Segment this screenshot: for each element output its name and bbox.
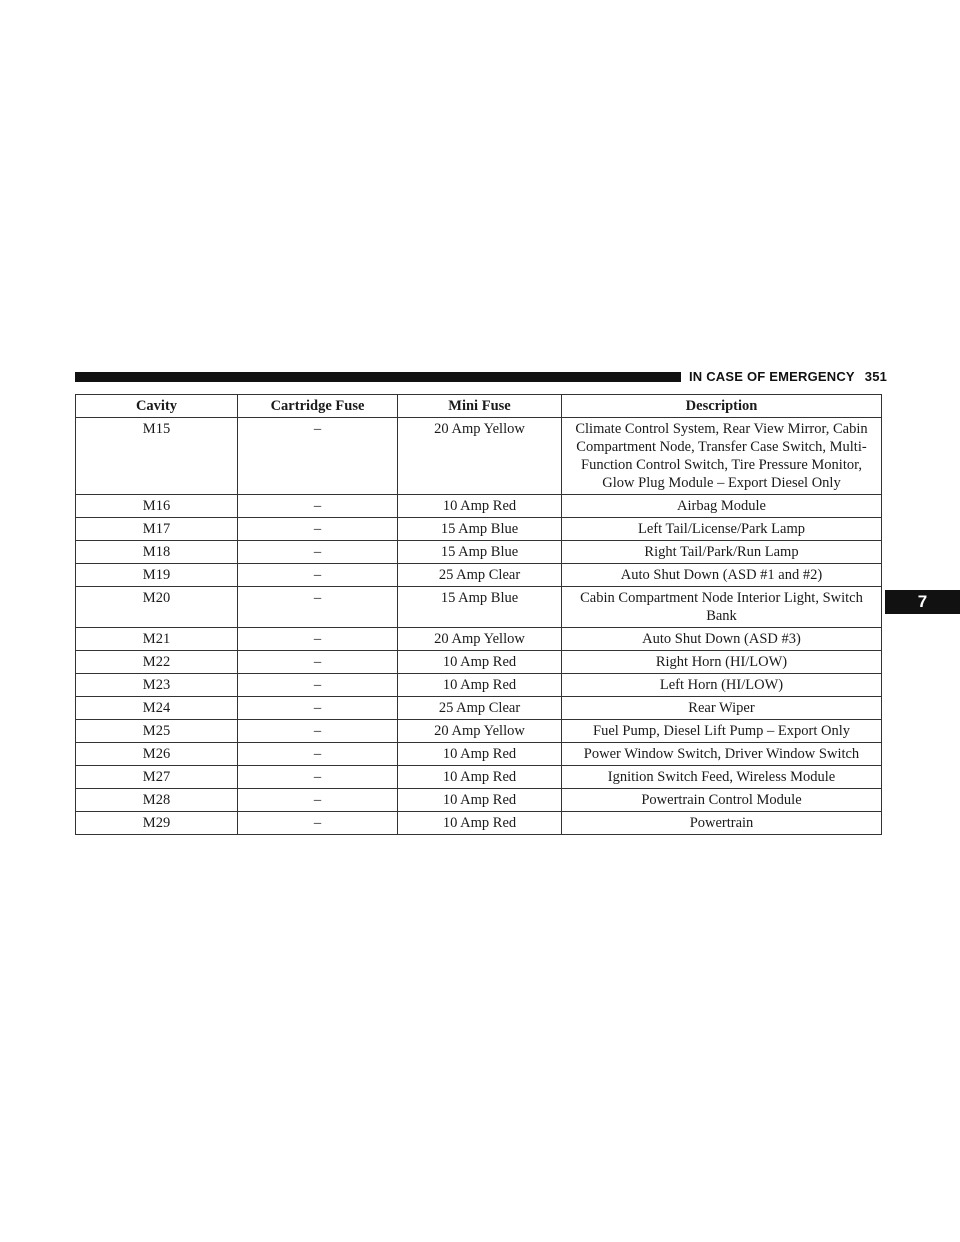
description-cell: Airbag Module [562,495,882,518]
mini-fuse-cell: 10 Amp Red [398,743,562,766]
cartridge-fuse-cell: – [238,628,398,651]
table-row [76,587,882,628]
cavity-cell: M18 [76,541,238,564]
cartridge-fuse-cell: – [238,541,398,564]
column-header-description: Description [562,395,882,418]
cavity-cell: M29 [76,812,238,835]
cartridge-fuse-cell: – [238,720,398,743]
description-cell: Power Window Switch, Driver Window Switch [562,743,882,766]
cartridge-fuse-cell: – [238,766,398,789]
mini-fuse-cell: 10 Amp Red [398,789,562,812]
section-title: IN CASE OF EMERGENCY [689,369,855,384]
description-cell: Climate Control System, Rear View Mirror, Cabin Compartment Node, Transfer Case Switch, Multi-Function Control Switch, Tire Pressure Monitor, Glow Plug Module – Export Diesel Only [562,418,882,495]
cavity-cell: M21 [76,628,238,651]
table-row [76,720,882,743]
cavity-cell: M26 [76,743,238,766]
fuse-table [75,394,882,835]
table-row [76,789,882,812]
running-header [689,367,887,387]
table-row [76,697,882,720]
cavity-cell: M16 [76,495,238,518]
column-header-mini-fuse: Mini Fuse [398,395,562,418]
table-row [76,651,882,674]
cavity-cell: M25 [76,720,238,743]
mini-fuse-cell: 25 Amp Clear [398,697,562,720]
cavity-cell: M15 [76,418,238,495]
mini-fuse-cell: 20 Amp Yellow [398,720,562,743]
table-header-row [76,395,882,418]
description-cell: Auto Shut Down (ASD #3) [562,628,882,651]
table-row [76,564,882,587]
cartridge-fuse-cell: – [238,651,398,674]
cavity-cell: M23 [76,674,238,697]
mini-fuse-cell: 10 Amp Red [398,812,562,835]
cavity-cell: M24 [76,697,238,720]
table-row [76,518,882,541]
table-row [76,418,882,495]
cartridge-fuse-cell: – [238,418,398,495]
description-cell: Cabin Compartment Node Interior Light, Switch Bank [562,587,882,628]
description-cell: Right Horn (HI/LOW) [562,651,882,674]
description-cell: Rear Wiper [562,697,882,720]
mini-fuse-cell: 10 Amp Red [398,766,562,789]
mini-fuse-cell: 15 Amp Blue [398,518,562,541]
table-row [76,743,882,766]
fuse-table-body [76,418,882,835]
cartridge-fuse-cell: – [238,495,398,518]
description-cell: Right Tail/Park/Run Lamp [562,541,882,564]
cartridge-fuse-cell: – [238,789,398,812]
table-row [76,812,882,835]
cavity-cell: M28 [76,789,238,812]
cavity-cell: M19 [76,564,238,587]
mini-fuse-cell: 20 Amp Yellow [398,418,562,495]
table-row [76,541,882,564]
description-cell: Left Tail/License/Park Lamp [562,518,882,541]
chapter-tab: 7 [885,590,960,614]
description-cell: Fuel Pump, Diesel Lift Pump – Export Only [562,720,882,743]
table-row [76,674,882,697]
cartridge-fuse-cell: – [238,812,398,835]
cartridge-fuse-cell: – [238,697,398,720]
mini-fuse-cell: 15 Amp Blue [398,541,562,564]
description-cell: Auto Shut Down (ASD #1 and #2) [562,564,882,587]
mini-fuse-cell: 10 Amp Red [398,651,562,674]
column-header-cavity: Cavity [76,395,238,418]
mini-fuse-cell: 20 Amp Yellow [398,628,562,651]
cartridge-fuse-cell: – [238,743,398,766]
header-rule [75,372,681,382]
mini-fuse-cell: 25 Amp Clear [398,564,562,587]
cavity-cell: M27 [76,766,238,789]
cartridge-fuse-cell: – [238,518,398,541]
table-row [76,766,882,789]
description-cell: Ignition Switch Feed, Wireless Module [562,766,882,789]
cartridge-fuse-cell: – [238,564,398,587]
description-cell: Powertrain Control Module [562,789,882,812]
mini-fuse-cell: 10 Amp Red [398,495,562,518]
description-cell: Powertrain [562,812,882,835]
description-cell: Left Horn (HI/LOW) [562,674,882,697]
cavity-cell: M17 [76,518,238,541]
column-header-cartridge-fuse: Cartridge Fuse [238,395,398,418]
table-row [76,495,882,518]
table-row [76,628,882,651]
cavity-cell: M20 [76,587,238,628]
cavity-cell: M22 [76,651,238,674]
cartridge-fuse-cell: – [238,587,398,628]
mini-fuse-cell: 15 Amp Blue [398,587,562,628]
page-number: 351 [864,369,888,384]
cartridge-fuse-cell: – [238,674,398,697]
mini-fuse-cell: 10 Amp Red [398,674,562,697]
